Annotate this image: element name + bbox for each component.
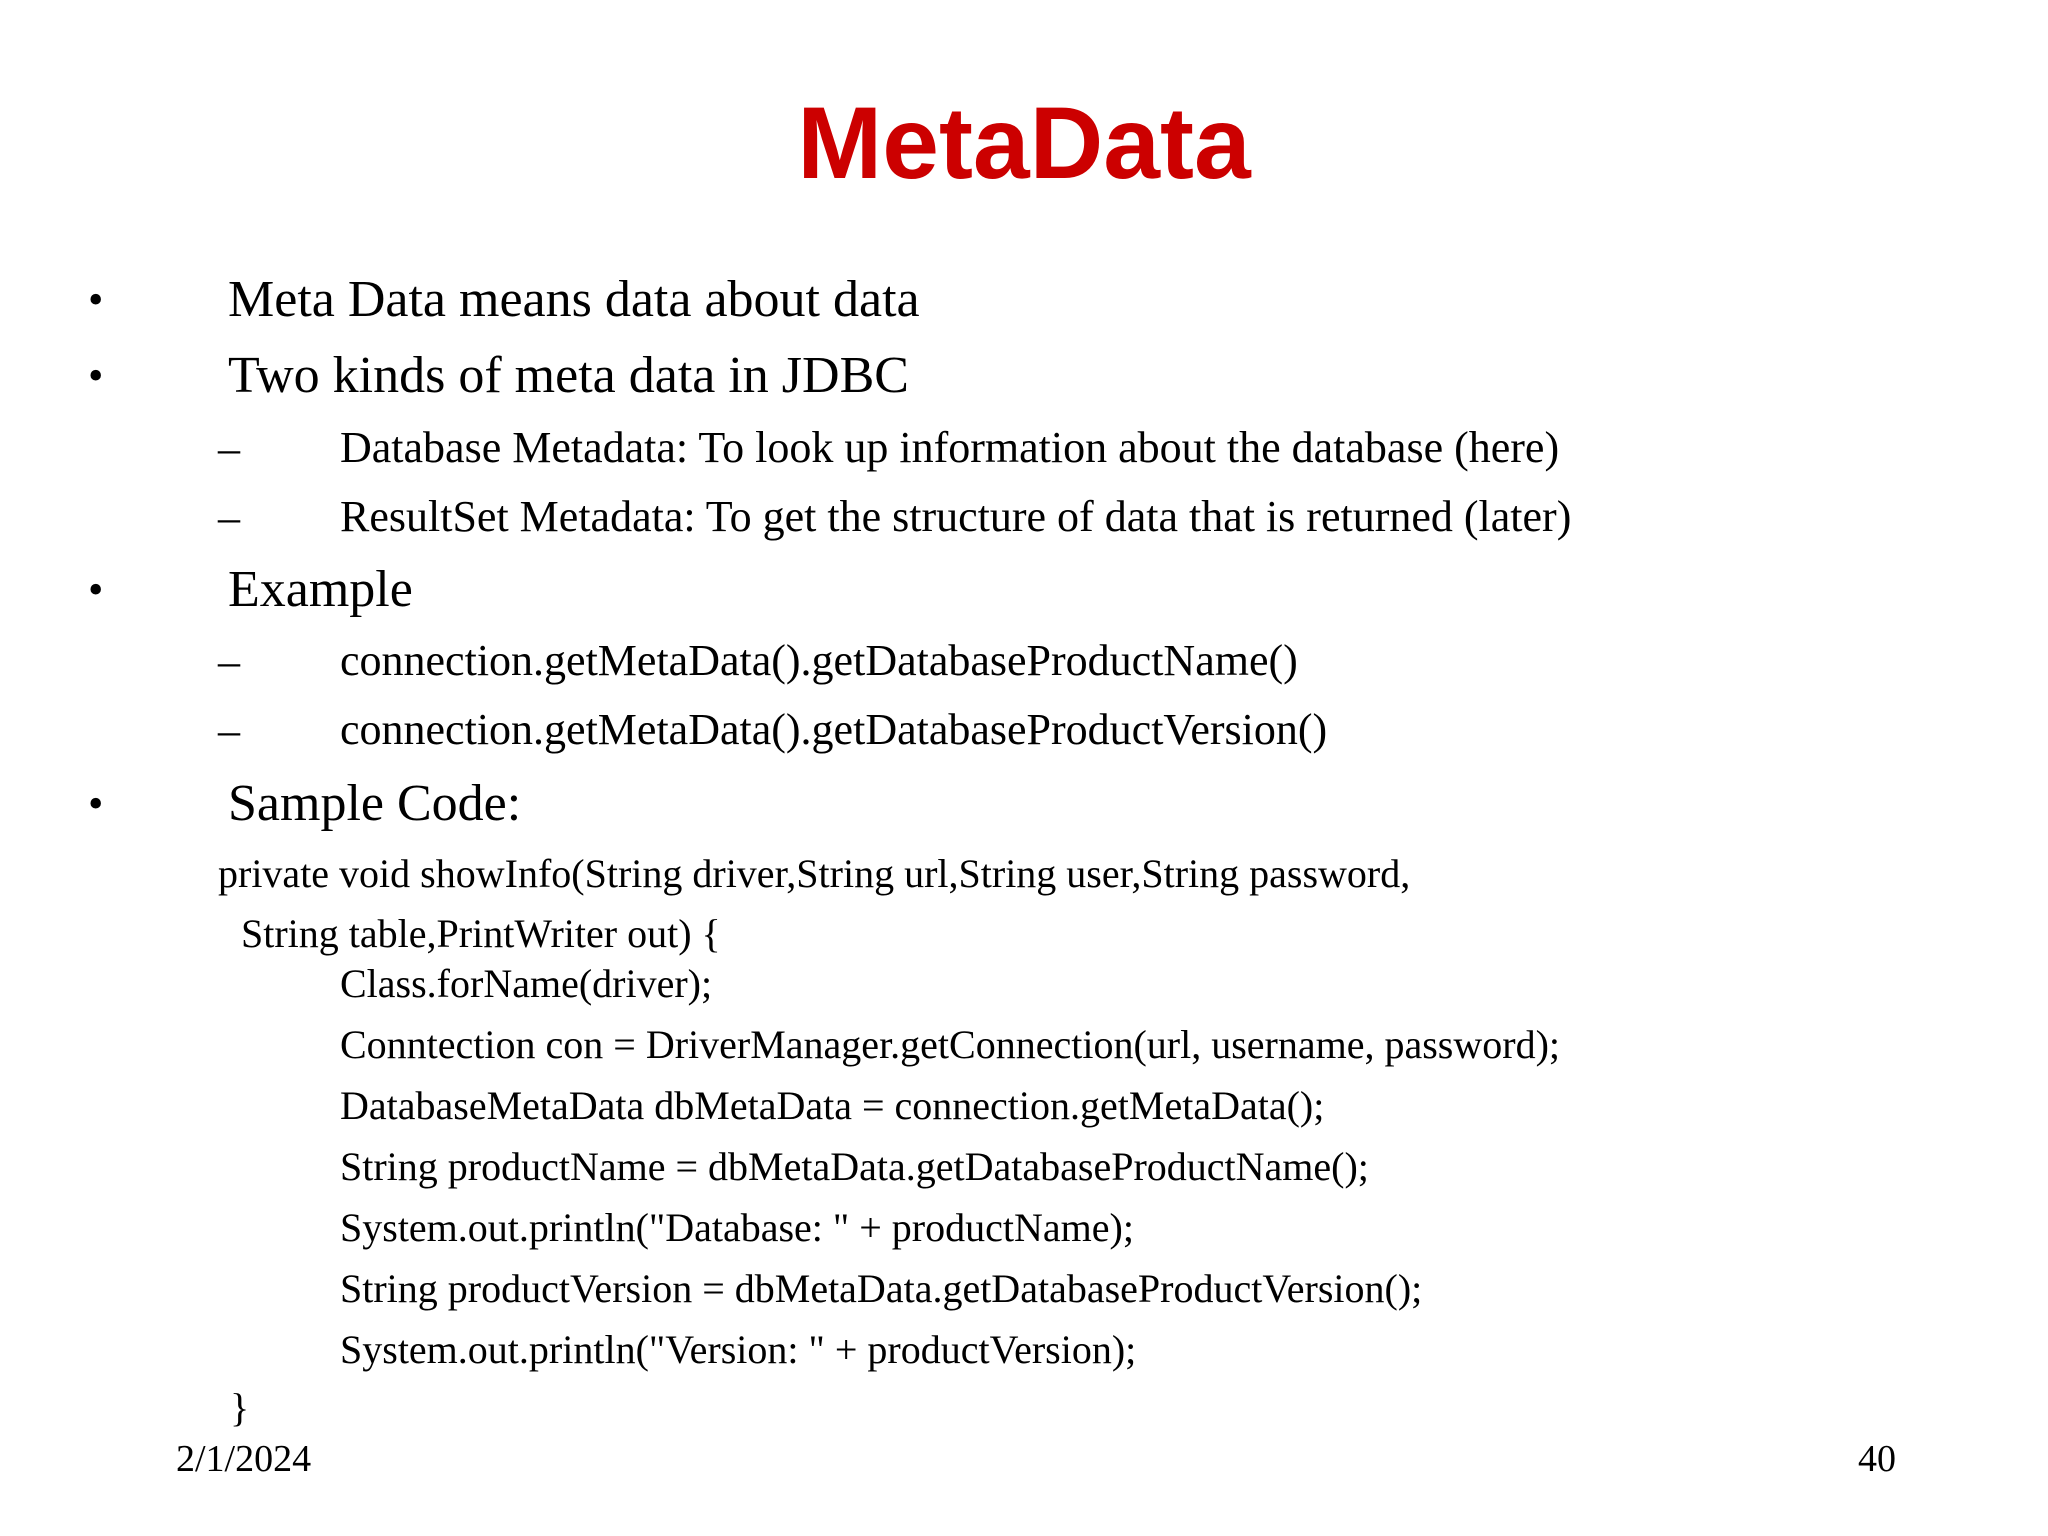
code-line: System.out.println("Version: " + productVersion); (340, 1327, 1137, 1372)
dash-marker: – (218, 424, 240, 473)
code-line: String table,PrintWriter out) { (241, 911, 721, 956)
code-line: String productName = dbMetaData.getDatabaseProductName(); (340, 1144, 1369, 1189)
code-line: Conntection con = DriverManager.getConnection(url, username, password); (340, 1022, 1560, 1067)
bullet-text: Meta Data means data about data (228, 271, 920, 328)
bullet-text: Example (228, 561, 413, 618)
code-line: DatabaseMetaData dbMetaData = connection.getMetaData(); (340, 1083, 1325, 1128)
code-line: Class.forName(driver); (340, 961, 713, 1006)
slide-title: MetaData (797, 86, 1251, 200)
code-line: private void showInfo(String driver,String url,String user,String password, (218, 851, 1411, 896)
slide-page-number: 40 (1858, 1438, 1896, 1480)
bullet-text: Two kinds of meta data in JDBC (228, 347, 909, 404)
sub-item-text: connection.getMetaData().getDatabaseProductName() (340, 636, 1298, 685)
dash-marker: – (218, 706, 240, 755)
dash-marker: – (218, 493, 240, 542)
sub-item-text: Database Metadata: To look up information about the database (here) (340, 423, 1560, 472)
bullet-text: Sample Code: (228, 775, 522, 832)
code-line: } (230, 1385, 250, 1430)
sub-item-text: ResultSet Metadata: To get the structure of data that is returned (later) (340, 492, 1572, 541)
slide-date: 2/1/2024 (176, 1438, 312, 1480)
code-line: String productVersion = dbMetaData.getDatabaseProductVersion(); (340, 1266, 1423, 1311)
sub-item-text: connection.getMetaData().getDatabaseProductVersion() (340, 705, 1328, 754)
bullet-marker: • (88, 275, 104, 324)
bullet-marker: • (88, 779, 104, 828)
bullet-marker: • (88, 565, 104, 614)
code-line: System.out.println("Database: " + productName); (340, 1205, 1134, 1250)
dash-marker: – (218, 637, 240, 686)
bullet-marker: • (88, 351, 104, 400)
